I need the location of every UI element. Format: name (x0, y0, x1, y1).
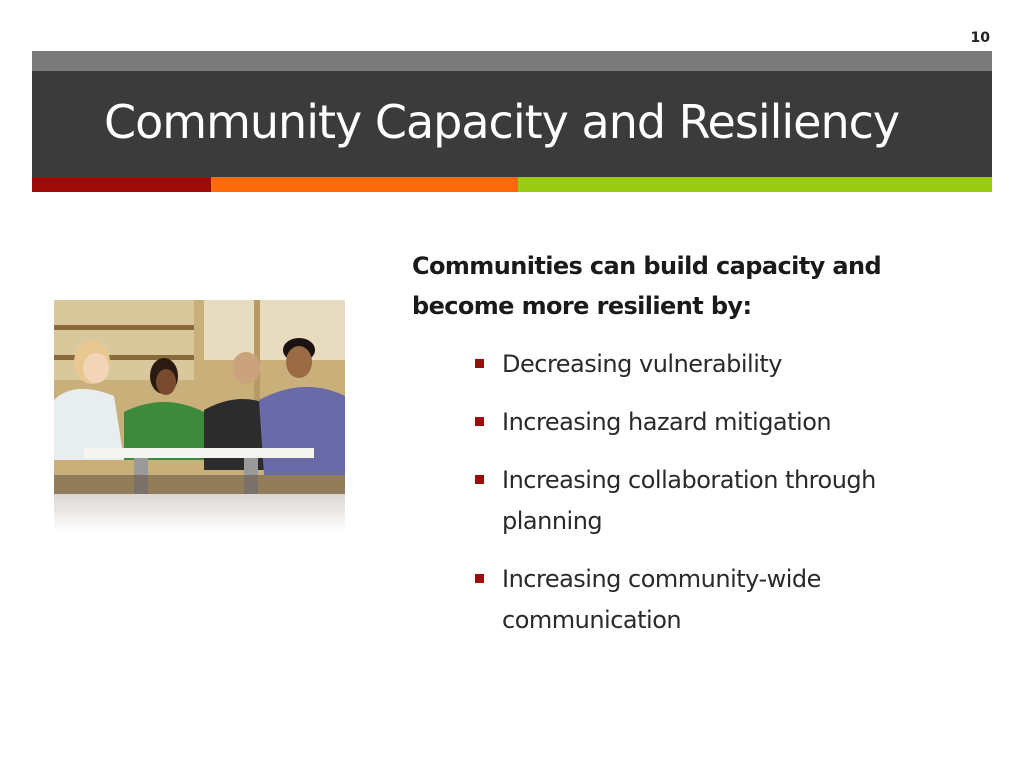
window-light (204, 300, 345, 360)
title-top-strip (32, 51, 992, 71)
bullet-text: Increasing community-wide communication (502, 565, 821, 634)
square-bullet-icon (475, 359, 484, 368)
people-meeting-photo (54, 300, 345, 494)
person-2-face (156, 369, 176, 395)
photo-illustration (54, 300, 345, 494)
intro-text: Communities can build capacity and become more resilient by: (412, 252, 882, 320)
bullet-text: Increasing collaboration through planning (502, 466, 876, 535)
slide-number: 10 (970, 30, 990, 46)
bullet-text: Increasing hazard mitigation (502, 408, 832, 436)
accent-stripe-green (518, 177, 992, 192)
square-bullet-icon (475, 475, 484, 484)
photo-reflection (54, 494, 345, 532)
bullet-item (470, 402, 980, 443)
bullet-item (470, 460, 980, 542)
slide-title: Community Capacity and Resiliency (104, 95, 900, 149)
bullet-list (470, 344, 980, 658)
floor-shadow (54, 475, 345, 494)
square-bullet-icon (475, 417, 484, 426)
title-bar (32, 71, 992, 177)
square-bullet-icon (475, 574, 484, 583)
bullet-item (470, 559, 980, 641)
person-4-body (259, 387, 345, 475)
accent-stripe-orange (211, 177, 518, 192)
bullet-item (470, 344, 980, 385)
bullet-text: Decreasing vulnerability (502, 350, 782, 378)
accent-stripe-red (32, 177, 211, 192)
shelf-line (54, 325, 194, 330)
table-top (84, 448, 314, 458)
person-4-face (286, 346, 312, 378)
person-3-face (232, 352, 260, 384)
person-1-face (83, 353, 109, 383)
